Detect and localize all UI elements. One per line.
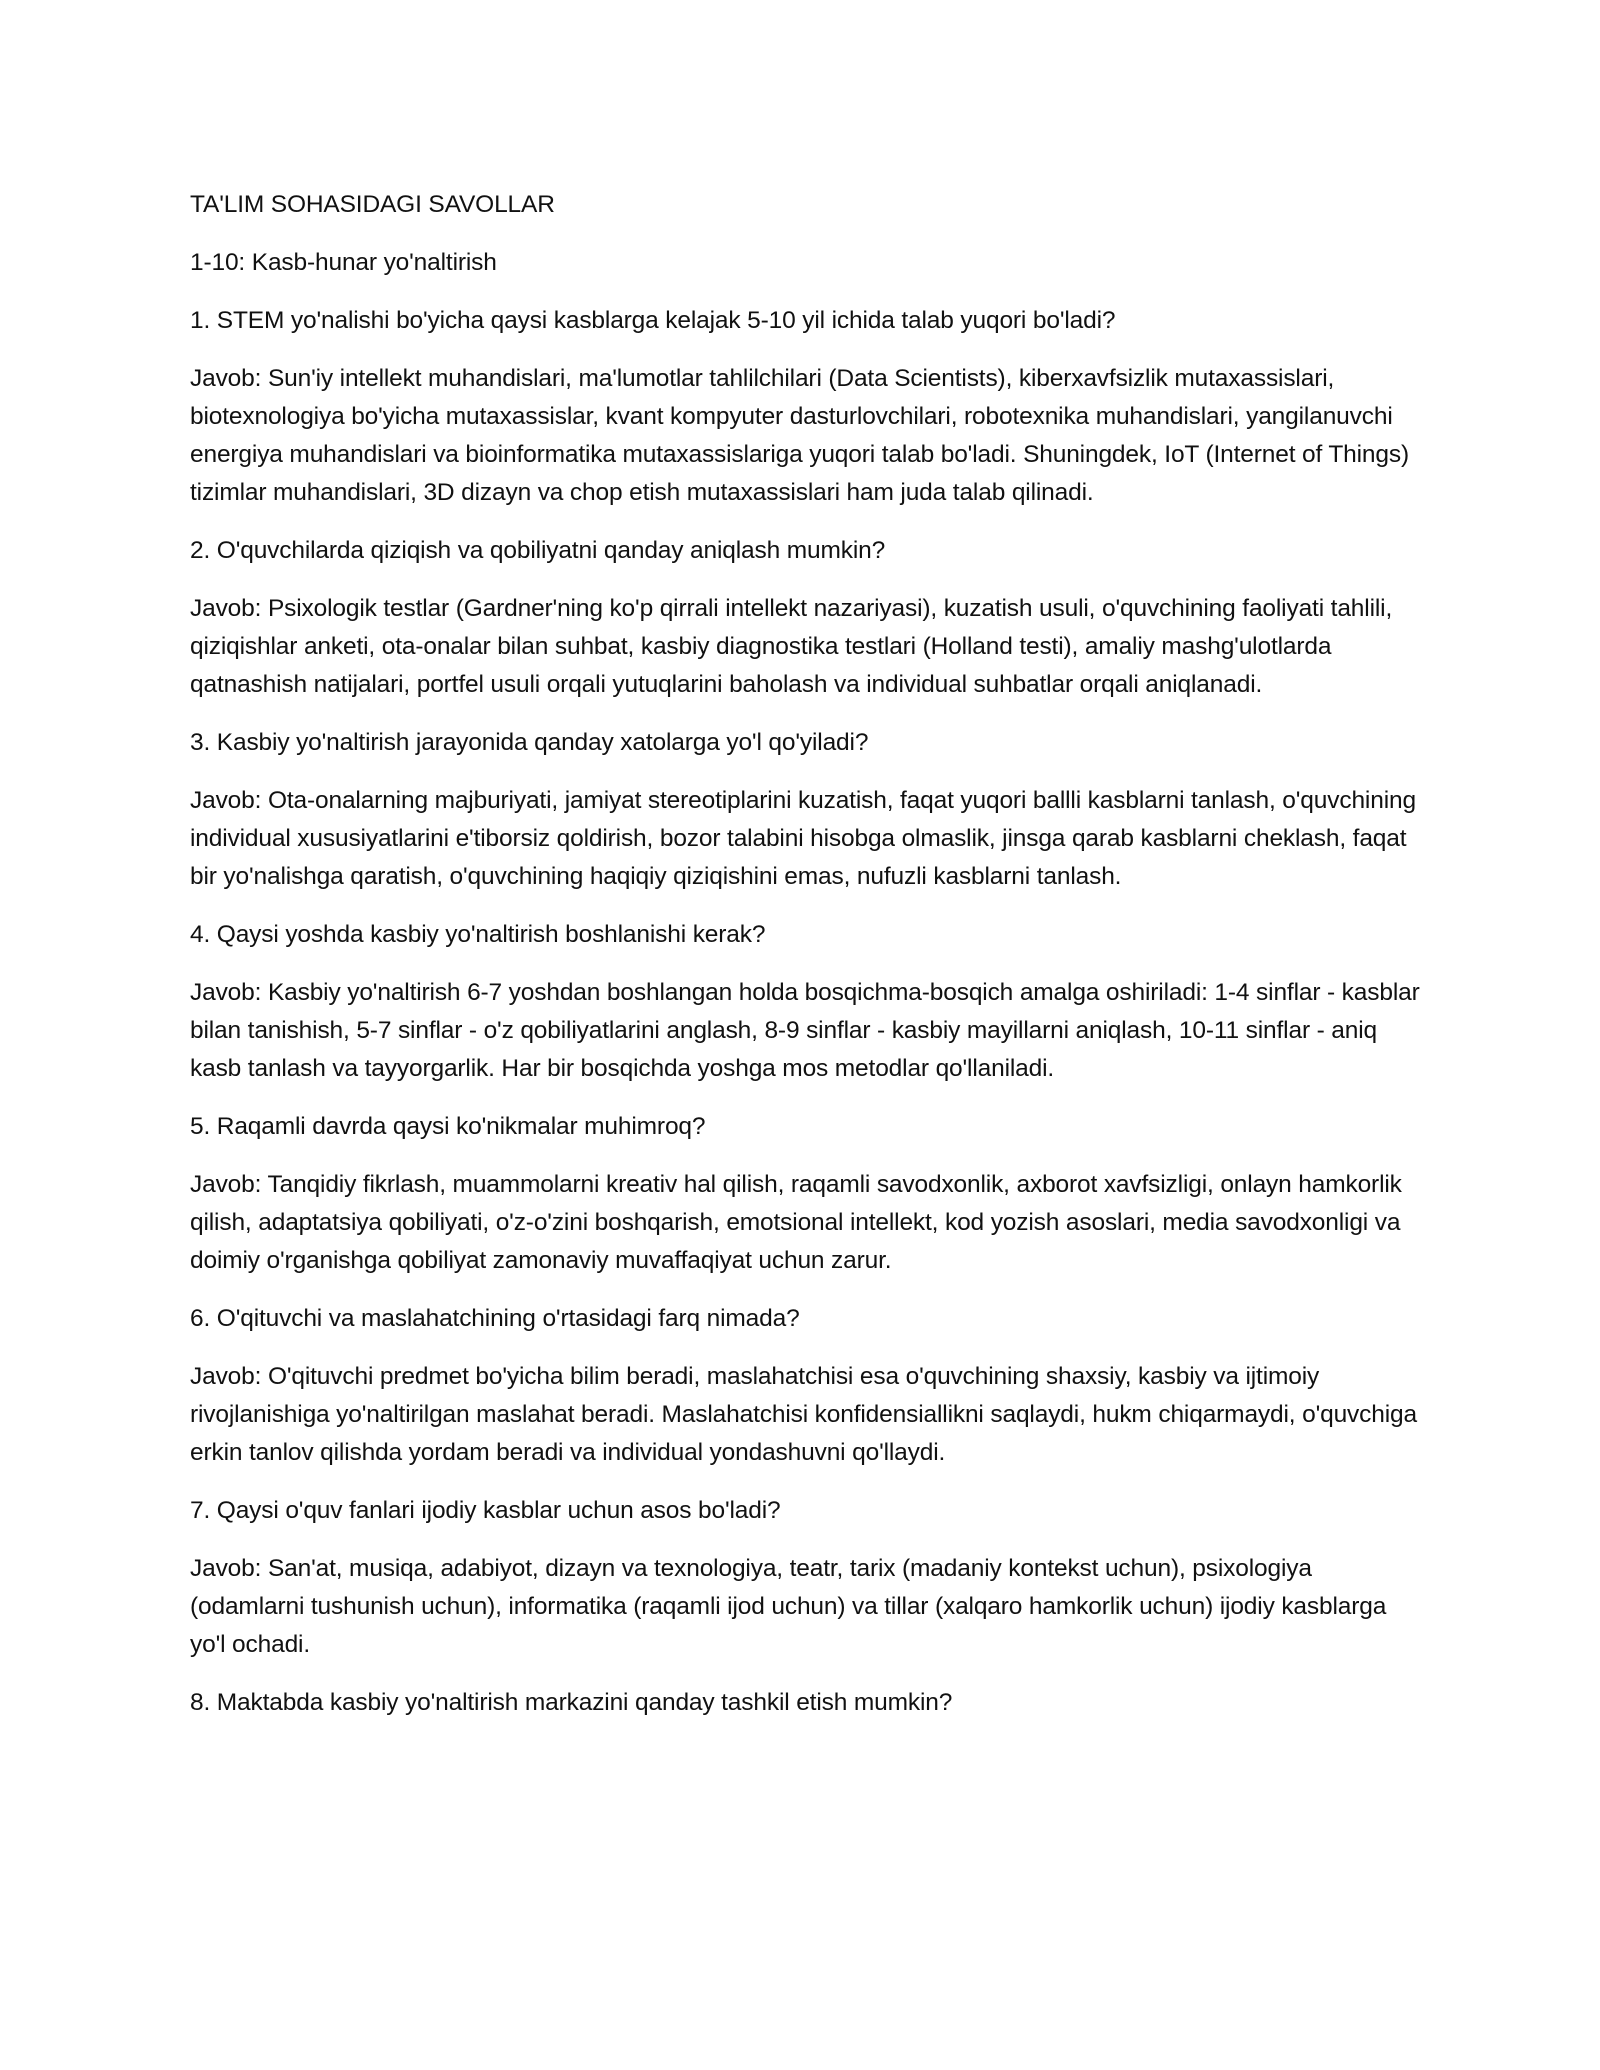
document-title: TA'LIM SOHASIDAGI SAVOLLAR [190,191,555,218]
document-page [190,186,1420,1742]
question-5: 5. Raqamli davrda qaysi ko'nikmalar muhimroq? [190,1113,706,1140]
question-1: 1. STEM yo'nalishi bo'yicha qaysi kasblarga kelajak 5-10 yil ichida talab yuqori bo'ladi? [190,307,1116,334]
answer-4: Javob: Kasbiy yo'naltirish 6-7 yoshdan boshlangan holda bosqichma-bosqich amalga oshiriladi: 1-4 sinflar - kasblar bilan tanishish, 5-7 sinflar - o'z qobiliyatlarini anglash, 8-9 sinflar - kasbiy mayillarni aniqlash, 10-11 sinflar - aniq kasb tanlash va tayyorgarlik. Har bir bosqichda yoshga mos metodlar qo'llaniladi. [190,979,1420,1082]
question-8: 8. Maktabda kasbiy yo'naltirish markazini qanday tashkil etish mumkin? [190,1689,953,1716]
answer-7: Javob: San'at, musiqa, adabiyot, dizayn va texnologiya, teatr, tarix (madaniy kontekst uchun), psixologiya (odamlarni tushunish uchun), informatika (raqamli ijod uchun) va tillar (xalqaro hamkorlik uchun) ijodiy kasblarga yo'l ochadi. [190,1555,1387,1658]
answer-3: Javob: Ota-onalarning majburiyati, jamiyat stereotiplarini kuzatish, faqat yuqori ballli kasblarni tanlash, o'quvchining individual xususiyatlarini e'tiborsiz qoldirish, bozor talabini hisobga olmaslik, jinsga qarab kasblarni cheklash, faqat bir yo'nalishga qaratish, o'quvchining haqiqiy qiziqishini emas, nufuzli kasblarni tanlash. [190,787,1416,890]
question-3: 3. Kasbiy yo'naltirish jarayonida qanday xatolarga yo'l qo'yiladi? [190,729,869,756]
section-heading: 1-10: Kasb-hunar yo'naltirish [190,249,497,276]
answer-2: Javob: Psixologik testlar (Gardner'ning ko'p qirrali intellekt nazariyasi), kuzatish usuli, o'quvchining faoliyati tahlili, qiziqishlar anketi, ota-onalar bilan suhbat, kasbiy diagnostika testlari (Holland testi), amaliy mashg'ulotlarda qatnashish natijalari, portfel usuli orqali yutuqlarini baholash va individual suhbatlar orqali aniqlanadi. [190,595,1393,698]
question-2: 2. O'quvchilarda qiziqish va qobiliyatni qanday aniqlash mumkin? [190,537,886,564]
question-6: 6. O'qituvchi va maslahatchining o'rtasidagi farq nimada? [190,1305,800,1332]
answer-1: Javob: Sun'iy intellekt muhandislari, ma'lumotlar tahlilchilari (Data Scientists), kiberxavfsizlik mutaxassislari, biotexnologiya bo'yicha mutaxassislar, kvant kompyuter dasturlovchilari, robotexnika muhandislari, yangilanuvchi energiya muhandislari va bioinformatika mutaxassislariga yuqori talab bo'ladi. Shuningdek, IoT (Internet of Things) tizimlar muhandislari, 3D dizayn va chop etish mutaxassislari ham juda talab qilinadi. [190,365,1409,506]
answer-5: Javob: Tanqidiy fikrlash, muammolarni kreativ hal qilish, raqamli savodxonlik, axborot xavfsizligi, onlayn hamkorlik qilish, adaptatsiya qobiliyati, o'z-o'zini boshqarish, emotsional intellekt, kod yozish asoslari, media savodxonligi va doimiy o'rganishga qobiliyat zamonaviy muvaffaqiyat uchun zarur. [190,1171,1402,1274]
question-4: 4. Qaysi yoshda kasbiy yo'naltirish boshlanishi kerak? [190,921,766,948]
question-7: 7. Qaysi o'quv fanlari ijodiy kasblar uchun asos bo'ladi? [190,1497,781,1524]
answer-6: Javob: O'qituvchi predmet bo'yicha bilim beradi, maslahatchisi esa o'quvchining shaxsiy, kasbiy va ijtimoiy rivojlanishiga yo'naltirilgan maslahat beradi. Maslahatchisi konfidensiallikni saqlaydi, hukm chiqarmaydi, o'quvchiga erkin tanlov qilishda yordam beradi va individual yondashuvni qo'llaydi. [190,1363,1417,1466]
